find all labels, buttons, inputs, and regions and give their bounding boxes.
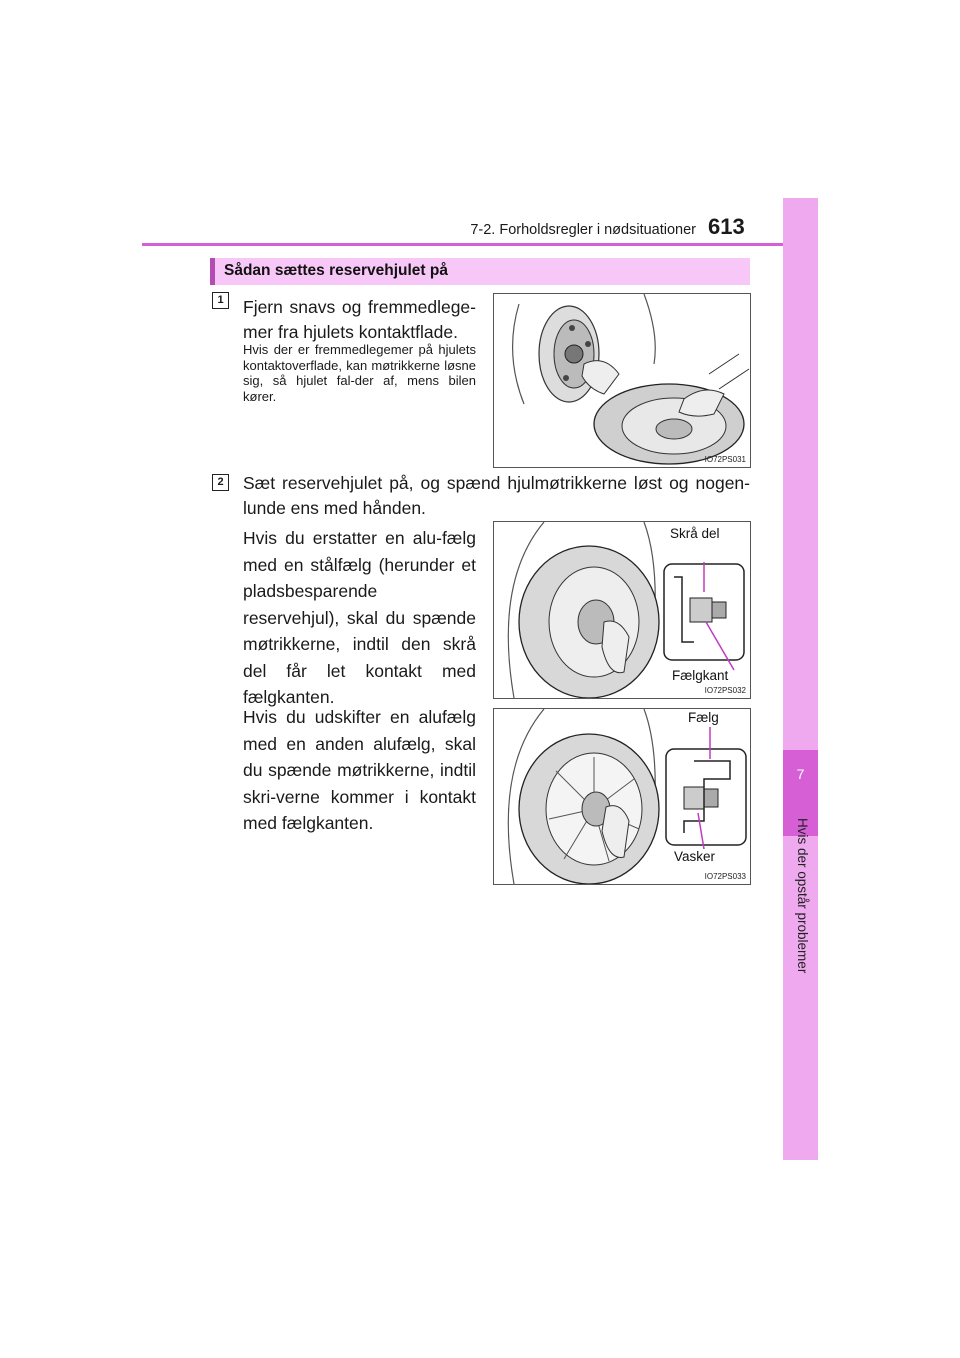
figure-code: IO72PS032	[704, 686, 746, 695]
heading-accent	[210, 258, 215, 285]
figure-steel-rim-nut	[493, 521, 751, 699]
chapter-number: 7	[796, 766, 805, 782]
chapter-tab-strip	[783, 198, 818, 1160]
step-1-text: Fjern snavs og fremmedlege-mer fra hjulets kontaktflade.	[243, 297, 476, 342]
section-title: 7-2. Forholdsregler i nødsituationer	[470, 222, 696, 238]
callout-rim-edge: Fælgkant	[672, 668, 729, 683]
figure-code: IO72PS033	[704, 872, 746, 881]
page-number: 613	[708, 214, 745, 239]
steel-rim-instruction: Hvis du erstatter en alu-fælg med en stålfælg (herunder et pladsbesparende reservehjul), skal du spænde møtrikkerne, indtil den skrå del får let kontakt med fælgkanten.	[243, 528, 476, 707]
callout-rim: Fælg	[688, 710, 719, 725]
wheel-hub-cleaning-illustration	[494, 294, 750, 467]
callout-tapered-part: Skrå del	[670, 526, 720, 541]
alu-rim-instruction: Hvis du udskifter en alufælg med en anden alufælg, skal du spænde møtrikkerne, indtil skri-verne kommer i kontakt med fælgkanten.	[243, 707, 476, 833]
figure-alu-rim-nut	[493, 708, 751, 885]
step-1-number: 1	[212, 292, 229, 309]
heading-title: Sådan sættes reservehjulet på	[224, 262, 448, 279]
figure-code: IO72PS031	[704, 455, 746, 464]
step-2-number: 2	[212, 474, 229, 491]
step-2-text: Sæt reservehjulet på, og spænd hjulmøtrikkerne løst og nogen-lunde ens med hånden.	[243, 473, 750, 518]
chapter-label: Hvis der opstår problemer	[795, 818, 810, 974]
figure-clean-contact-surface	[493, 293, 751, 468]
step-1-note: Hvis der er fremmedlegemer på hjulets kontaktoverflade, kan møtrikkerne løsne sig, så hjulet fal-der af, mens bilen kører.	[243, 342, 476, 404]
header-divider	[142, 243, 818, 246]
callout-washer: Vasker	[674, 849, 716, 864]
